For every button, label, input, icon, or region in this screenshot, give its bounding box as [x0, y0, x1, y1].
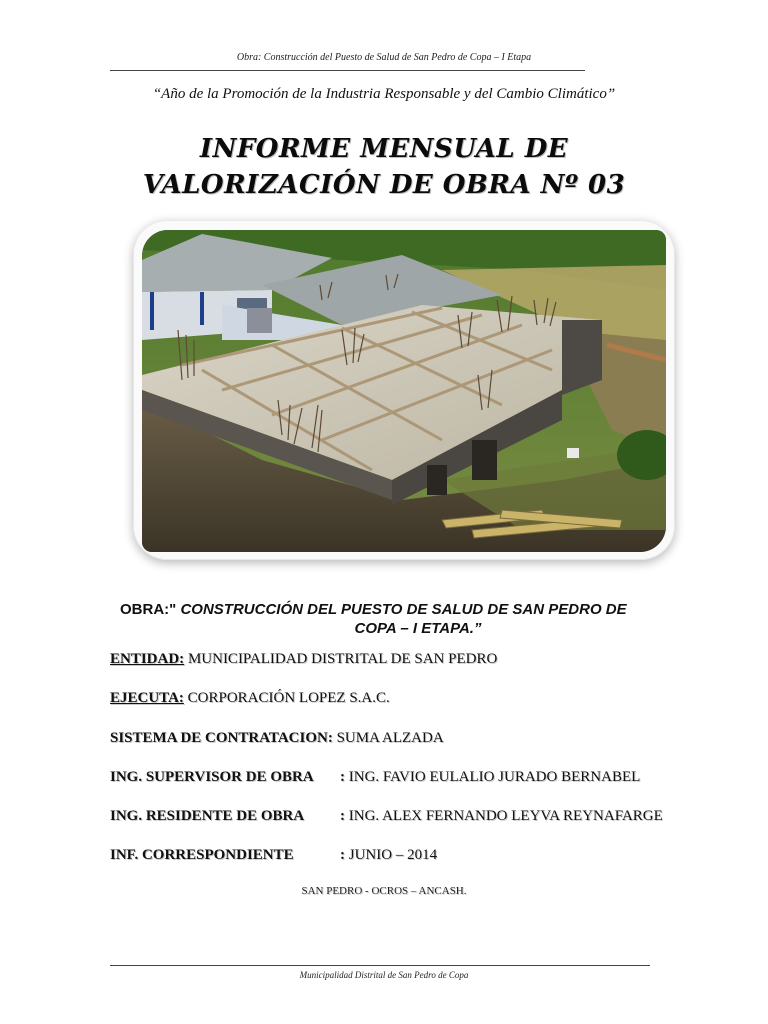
entidad-row	[110, 651, 497, 668]
report-title-line-2: VALORIZACIÓN DE OBRA Nº 03	[142, 170, 626, 200]
page-footer: Municipalidad Distrital de San Pedro de Copa	[299, 970, 469, 980]
obra-title	[120, 600, 660, 638]
year-motto: “Año de la Promoción de la Industria Responsable y del Cambio Climático”	[152, 86, 616, 102]
construction-photo	[142, 230, 666, 552]
entidad-label: ENTIDAD:	[110, 651, 185, 667]
supervisor-colon: :	[340, 769, 349, 785]
footer-divider	[110, 965, 650, 966]
sistema-row	[110, 730, 444, 747]
obra-label: OBRA:"	[120, 601, 177, 618]
informe-colon: :	[340, 847, 349, 863]
header-divider	[110, 70, 585, 71]
informe-value: JUNIO – 2014	[348, 847, 438, 863]
page-header: Obra: Construcción del Puesto de Salud de San Pedro de Copa – I Etapa	[236, 52, 532, 63]
sistema-label: SISTEMA DE CONTRATACION:	[110, 730, 333, 746]
sistema-value: SUMA ALZADA	[332, 730, 444, 746]
entidad-value: MUNICIPALIDAD DISTRITAL DE SAN PEDRO	[184, 651, 498, 667]
supervisor-row	[110, 769, 641, 786]
residente-label: ING. RESIDENTE DE OBRA	[110, 808, 305, 824]
supervisor-value: ING. FAVIO EULALIO JURADO BERNABEL	[348, 769, 641, 785]
location: SAN PEDRO - OCROS – ANCASH.	[301, 885, 467, 897]
ejecuta-value: CORPORACIÓN LOPEZ S.A.C.	[183, 690, 390, 706]
ejecuta-row	[110, 690, 390, 707]
report-title-line-1: INFORME MENSUAL DE	[199, 134, 569, 164]
informe-row	[110, 847, 438, 864]
informe-label: INF. CORRESPONDIENTE	[110, 847, 294, 863]
obra-value-line-2: COPA – I ETAPA.”	[354, 620, 482, 637]
residente-value: ING. ALEX FERNANDO LEYVA REYNAFARGE	[348, 808, 663, 824]
supervisor-label: ING. SUPERVISOR DE OBRA	[110, 769, 314, 785]
residente-row	[110, 808, 663, 825]
ejecuta-label: EJECUTA:	[110, 690, 184, 706]
obra-value-line-1: CONSTRUCCIÓN DEL PUESTO DE SALUD DE SAN PEDRO DE	[176, 601, 627, 618]
residente-colon: :	[340, 808, 349, 824]
